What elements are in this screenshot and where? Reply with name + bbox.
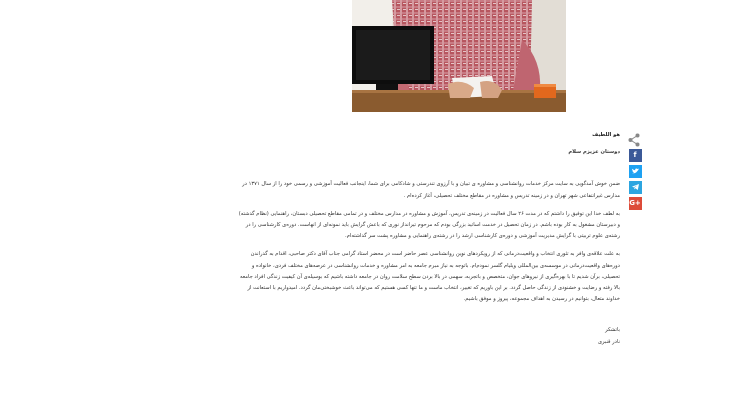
- telegram-icon: [629, 184, 642, 190]
- google-plus-share-button[interactable]: [629, 197, 642, 210]
- facebook-icon: f: [633, 151, 637, 159]
- article-paragraph-2: به لطف خدا این توفیق را داشتم که در مدت ۲۶ سال فعالیت در زمینه‌ی تدریس، آموزش و مشاوره در مدارس مختلف و در تمامی مقاطع تحصیلی دبستان، راهنمایی (نظام گذشته) و دبیرستان مشغول به کار بوده باشم. در زمان تحصیل در خدمت اساتید بزرگی بودم که مرحوم تیرانداز نوری که باعش گرایش باید نمونه‌ای از انهاست. دوره‌ی کارشناسی را در رشته‌ی علوم تربیتی با گرایش مدیریت آموزشی و دوره‌ی کارشناسی ارشد را در رشته‌ی راهنمایی و مشاوره پشت سر گذاشته‌ام.: [238, 210, 620, 240]
- article-closing: باتشکر: [605, 327, 620, 334]
- article-author: نادر قنبری: [597, 338, 620, 345]
- share-icon[interactable]: [628, 132, 642, 146]
- facebook-share-button[interactable]: [629, 149, 642, 162]
- article-paragraph-3: به علت علاقه‌ی وافر به تئوری انتخاب و واقعیت‌درمانی که از رویکردهای نوین روانشناسی عصر حاضر است در محضر استاد گرامی جناب آقای دکتر صاحبی، اقدام به گذراندن دوره‌های واقعیت‌درمانی در موسسه‌ی بین‌المللی ویلیام گلسر نمودم‌ام. باتوجه به نیاز مبرم جامعه به امر مشاوره و خدمات روانشناسی در عرصه‌های مختلف فردی، خانواده و تحصیلی، برآن شدیم تا با بهره‌گیری از نیروهای جوان، متخصص و باتجربه، سهمی در بالا بردن سطح سلامت روان در جامعه داشته باشیم که بوسیله‌ی آن کیفیت زندگی افراد جامعه بالا رفته و رضایت و خشنودی از زندگی حاصل گردد. بر این باوریم که تغییر، انتخاب ماست و ما تنها کسی هستیم که می‌تواند باعث خوشبختی‌مان گردد. امیدواریم با استعانت از خداوند متعال، بتوانیم در رسیدن به اهداف مجموعه، پیروز و موفق باشیم.: [239, 251, 620, 303]
- telegram-share-button[interactable]: [629, 181, 642, 194]
- google-plus-icon: G+: [629, 199, 641, 207]
- twitter-share-button[interactable]: [629, 165, 642, 178]
- article-paragraph-1: ضمن خوش آمدگویی به سایت مرکز خدمات روانشناسی و مشاوره ی تبیان و با آرزوی تندرستی و شادکامی برای شما، اینجانب فعالیت آموزشی و رسمی خود را از سال ۱۳۷۱ در مدارس غیرانتفاعی شهر تهران و در زمینه تدریس و مشاوره در مقاطع مختلف تحصیلی، آغاز کرده‌ام .: [242, 181, 620, 199]
- article-body: [238, 130, 620, 348]
- article-photo: [352, 0, 566, 112]
- twitter-icon: [629, 168, 642, 174]
- article-greeting: دوستان عزیزم سلام: [568, 149, 620, 156]
- share-bar: [628, 132, 642, 213]
- article-heading: هو اللطیف: [592, 132, 620, 138]
